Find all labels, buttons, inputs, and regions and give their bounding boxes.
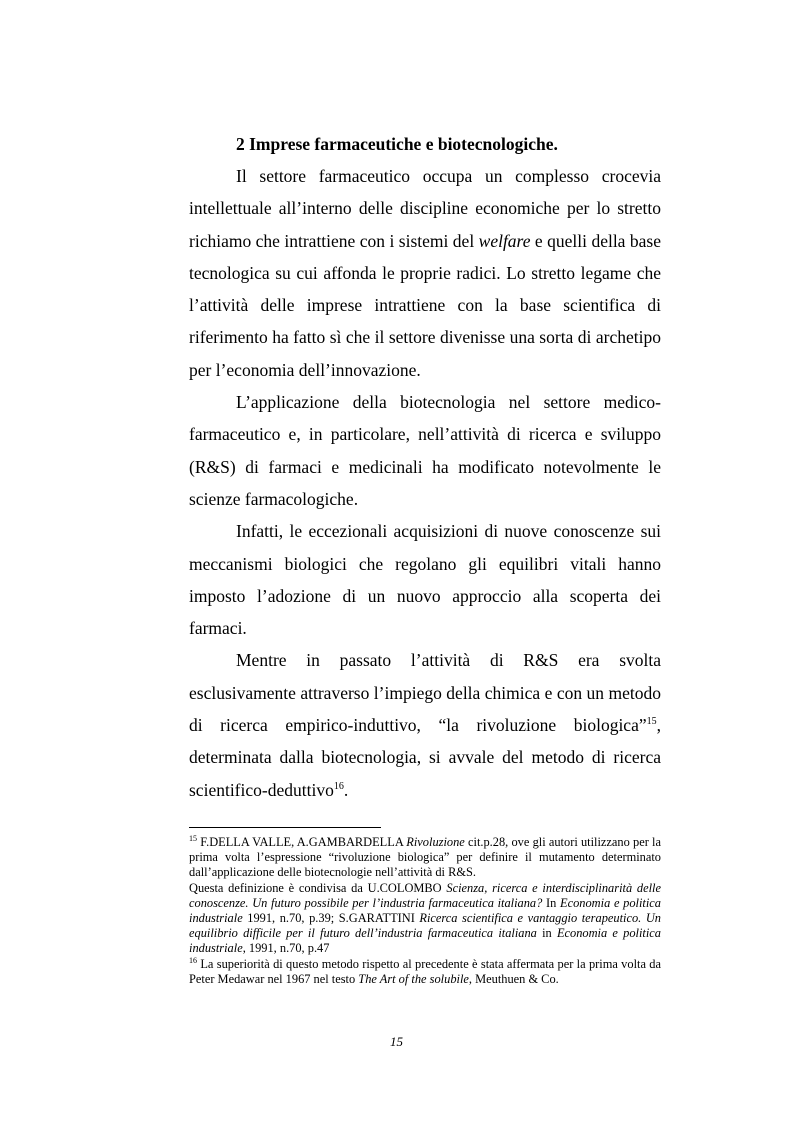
footnote-16-text-2: , Meuthuen & Co.: [468, 971, 559, 986]
footnote-16-number: 16: [189, 955, 197, 965]
footnote-15-text-1: F.DELLA VALLE, A.GAMBARDELLA: [197, 835, 407, 849]
footnote-15: [189, 835, 661, 881]
footnote-15-italic-3: Economia e politica industriale: [189, 895, 661, 926]
paragraph-1: [189, 160, 661, 386]
paragraph-1-text-c: e quelli della base tecnologica su cui affonda le proprie radici. Lo stretto legame che l’attività delle imprese intrattiene con la base scientifica di riferimento ha fatto sì che il settore divenisse una sorta di archetipo per l’economia dell’innovazione.: [189, 230, 661, 380]
footnote-15-continuation: [189, 881, 661, 957]
paragraph-1-text-a: Il settore farmaceutico occupa un complesso crocevia intellettuale all’interno delle discipline economiche per lo stretto richiamo che intrattiene con i sistemi del: [189, 166, 661, 251]
page-number: 15: [390, 1034, 403, 1049]
footnote-16-italic-1: The Art of the solubile: [358, 971, 469, 986]
footnote-15-italic-2: Scienza, ricerca e interdisciplinarità delle conoscenze. Un futuro possibile per l’industria farmaceutica italiana?: [189, 880, 661, 910]
footnote-15-italic-5: Economia e politica industriale: [189, 926, 661, 956]
paragraph-1-italic-welfare: welfare: [478, 230, 531, 251]
footnote-15-text-5: 1991, n.70, p.39; S.GARATTINI: [242, 911, 420, 926]
paragraph-4-text-a: Mentre in passato l’attività di R&S era svolta esclusivamente attraverso l’impiego della chimica e con un metodo di ricerca empirico-induttivo, “la rivoluzione biologica”: [189, 650, 661, 736]
footnotes: [189, 827, 661, 987]
footnote-16: [189, 957, 661, 987]
footnote-ref-16[interactable]: 16: [333, 780, 344, 792]
footnote-divider: [189, 827, 381, 828]
section-heading: 2 Imprese farmaceutiche e biotecnologiche.: [236, 134, 558, 154]
body-text: [189, 128, 661, 806]
footnote-15-text-6: in: [536, 926, 557, 941]
footnote-ref-15[interactable]: 15: [646, 716, 657, 728]
paragraph-4: [189, 644, 661, 805]
footnote-15-italic-4: Ricerca scientifica e vantaggio terapeutico. Un equilibrio difficile per il futuro dell’industria farmaceutica italiana: [189, 911, 661, 941]
footnote-15-text-4: In: [542, 895, 561, 910]
footnote-15-text-7: , 1991, n.70, p.47: [242, 941, 330, 956]
paragraph-3: Infatti, le eccezionali acquisizioni di nuove conoscenze sui meccanismi biologici che regolano gli equilibri vitali hanno imposto l’adozione di un nuovo approccio alla scoperta dei farmaci.: [189, 521, 661, 639]
paragraph-2: L’applicazione della biotecnologia nel settore medico-farmaceutico e, in particolare, nell’attività di ricerca e sviluppo (R&S) di farmaci e medicinali ha modificato notevolmente le scienze farmacologiche.: [189, 392, 661, 509]
footnote-15-italic-1: Rivoluzione: [406, 835, 465, 849]
paragraph-4-text-c: .: [343, 779, 349, 800]
footnote-16-text-1: La superiorità di questo metodo rispetto al precedente è stata affermata per la prima volta da Peter Medawar nel 1967 nel testo: [189, 956, 661, 986]
footnote-15-number: 15: [189, 834, 197, 843]
footnote-15-text-2: cit.p.28, ove gli autori utilizzano per la prima volta l’espressione “rivoluzione biologica” per definire il mutamento determinato dall’applicazione delle biotecnologie nell’attività di R&S.: [189, 835, 661, 880]
paragraph-4-text-b: , determinata dalla biotecnologia, si avvale del metodo di ricerca scientifico-deduttivo: [189, 715, 661, 800]
footnote-15-text-3: Questa definizione è condivisa da U.COLOMBO: [189, 880, 447, 895]
